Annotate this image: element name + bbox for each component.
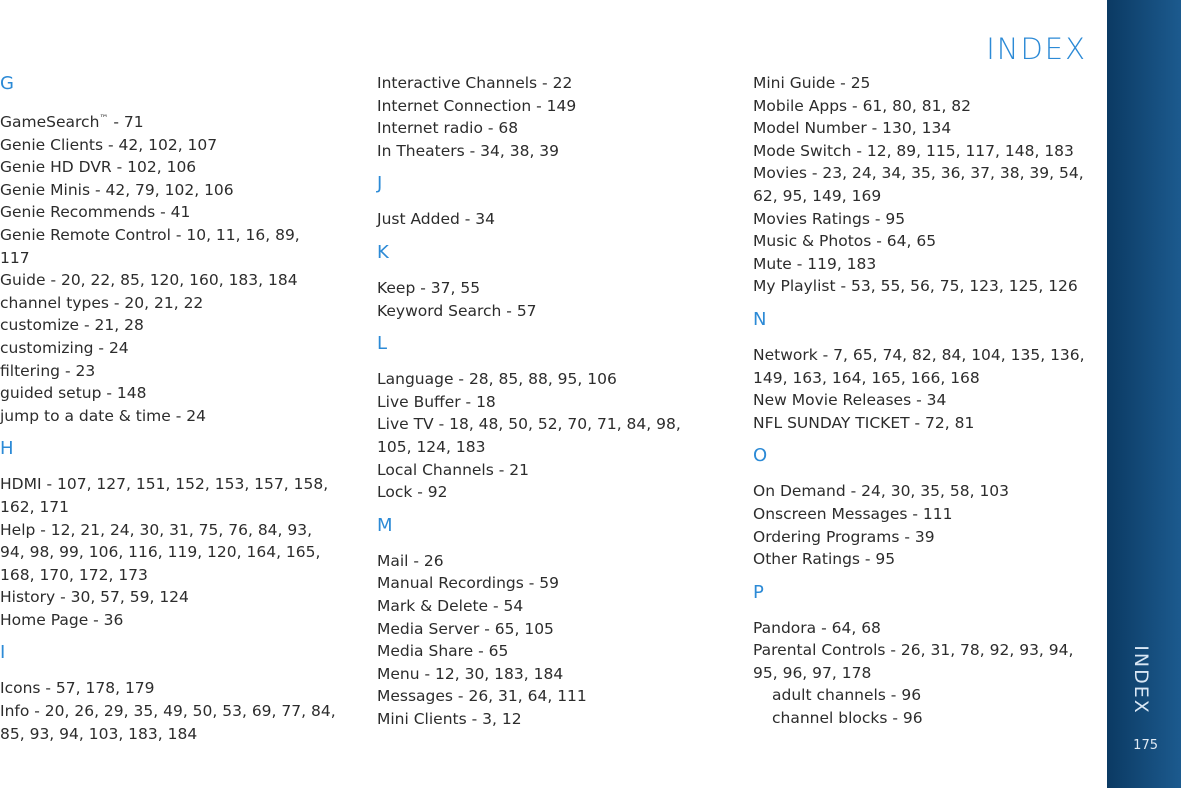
index-column-1: [0, 72, 340, 745]
index-entry: Media Share - 65: [377, 642, 509, 661]
index-entry: Keep - 37, 55: [377, 278, 481, 297]
index-entry: Lock - 92: [377, 483, 448, 502]
index-entry: customize - 21, 28: [0, 316, 144, 335]
index-entry: Mute - 119, 183: [753, 254, 877, 273]
index-entry: Info - 20, 26, 29, 35, 49, 50, 53, 69, 77, 84, 85, 93, 94, 103, 183, 184: [0, 702, 336, 743]
index-section-continued: [377, 72, 737, 162]
index-entry: jump to a date & time - 24: [0, 406, 206, 425]
index-entry: guided setup - 148: [0, 384, 147, 403]
index-entry: In Theaters - 34, 38, 39: [377, 141, 560, 160]
index-entry: Help - 12, 21, 24, 30, 31, 75, 76, 84, 93, 94, 98, 99, 106, 116, 119, 120, 164, 165, 168, 170, 172, 173: [0, 520, 321, 584]
index-entry: Mobile Apps - 61, 80, 81, 82: [753, 96, 972, 115]
index-entry: History - 30, 57, 59, 124: [0, 588, 189, 607]
section-letter: G: [0, 73, 14, 94]
index-entry: Guide - 20, 22, 85, 120, 160, 183, 184: [0, 271, 298, 290]
index-entry: NFL SUNDAY TICKET - 72, 81: [753, 413, 975, 432]
index-entry: Parental Controls - 26, 31, 78, 92, 93, 94, 95, 96, 97, 178: [753, 641, 1074, 682]
index-entry: Language - 28, 85, 88, 95, 106: [377, 370, 617, 389]
index-entry: Genie Clients - 42, 102, 107: [0, 135, 218, 154]
index-section-l: [377, 332, 737, 504]
index-entry: Mode Switch - 12, 89, 115, 117, 148, 183: [753, 141, 1074, 160]
side-tab: [1107, 0, 1181, 788]
index-entry: Onscreen Messages - 111: [753, 504, 953, 523]
index-entry: Manual Recordings - 59: [377, 574, 560, 593]
section-letter: L: [377, 333, 388, 355]
index-entry: Internet radio - 68: [377, 119, 519, 138]
index-entry: customizing - 24: [0, 338, 129, 357]
index-entry: Mini Clients - 3, 12: [377, 709, 522, 728]
index-entry: Model Number - 130, 134: [753, 119, 952, 138]
index-entry: Movies Ratings - 95: [753, 209, 906, 228]
section-letter: N: [753, 308, 767, 330]
index-entry: Live TV - 18, 48, 50, 52, 70, 71, 84, 98, 105, 124, 183: [377, 415, 681, 456]
index-section-p: [753, 581, 1098, 730]
index-entry: channel types - 20, 21, 22: [0, 293, 204, 312]
index-section-o: [753, 444, 1098, 570]
index-entry: Network - 7, 65, 74, 82, 84, 104, 135, 136, 149, 163, 164, 165, 166, 168: [753, 345, 1085, 387]
section-letter: I: [0, 642, 6, 664]
index-entry: Home Page - 36: [0, 610, 124, 629]
index-entry: GameSearch™ - 71: [0, 113, 144, 131]
index-section-i: [0, 641, 340, 745]
section-letter: M: [377, 514, 393, 536]
section-letter: K: [377, 241, 389, 263]
index-column-3: [753, 72, 1098, 730]
index-entry: Mail - 26: [377, 551, 444, 570]
index-column-2: [377, 72, 737, 730]
side-tab-label: INDEX: [1130, 645, 1152, 715]
index-entry: HDMI - 107, 127, 151, 152, 153, 157, 158, 162, 171: [0, 475, 329, 516]
index-entry: filtering - 23: [0, 361, 96, 380]
index-entry: Media Server - 65, 105: [377, 619, 554, 638]
index-section-m: [377, 514, 737, 731]
index-entry: Genie Recommends - 41: [0, 203, 191, 222]
section-letter: J: [377, 173, 383, 195]
index-entry: Genie Remote Control - 10, 11, 16, 89, 117: [0, 225, 300, 267]
index-entry: Mark & Delete - 54: [377, 596, 524, 615]
section-letter: P: [753, 581, 764, 603]
index-entry: Mini Guide - 25: [753, 74, 871, 92]
index-entry: Genie HD DVR - 102, 106: [0, 158, 197, 177]
index-section-g: [0, 72, 340, 427]
index-entry: Internet Connection - 149: [377, 96, 577, 115]
index-section-h: [0, 437, 340, 631]
page-title: INDEX: [986, 32, 1087, 66]
page-number: 175: [1133, 738, 1158, 753]
index-section-j: [377, 172, 737, 231]
index-entry: Menu - 12, 30, 183, 184: [377, 664, 564, 683]
index-section-continued: [753, 72, 1098, 298]
index-entry: Messages - 26, 31, 64, 111: [377, 687, 587, 706]
index-entry: Movies - 23, 24, 34, 35, 36, 37, 38, 39, 54, 62, 95, 149, 169: [753, 164, 1084, 205]
index-entry: Local Channels - 21: [377, 460, 529, 479]
index-entry: Music & Photos - 64, 65: [753, 232, 937, 251]
section-letter: H: [0, 438, 14, 460]
index-entry: Keyword Search - 57: [377, 301, 537, 320]
index-section-n: [753, 308, 1098, 434]
index-entry: Icons - 57, 178, 179: [0, 679, 155, 698]
index-entry: On Demand - 24, 30, 35, 58, 103: [753, 482, 1010, 501]
index-entry: My Playlist - 53, 55, 56, 75, 123, 125, 126: [753, 277, 1078, 296]
index-entry: Just Added - 34: [377, 210, 496, 229]
index-entry: Interactive Channels - 22: [377, 74, 573, 92]
index-section-k: [377, 241, 737, 322]
index-entry: channel blocks - 96: [772, 709, 923, 728]
section-letter: O: [753, 445, 768, 467]
index-entry: Pandora - 64, 68: [753, 618, 881, 637]
index-entry: Ordering Programs - 39: [753, 527, 935, 546]
index-entry: New Movie Releases - 34: [753, 391, 947, 410]
index-entry: Other Ratings - 95: [753, 550, 896, 569]
index-entry: adult channels - 96: [772, 686, 922, 705]
index-entry: Live Buffer - 18: [377, 392, 496, 411]
index-entry: Genie Minis - 42, 79, 102, 106: [0, 180, 234, 199]
